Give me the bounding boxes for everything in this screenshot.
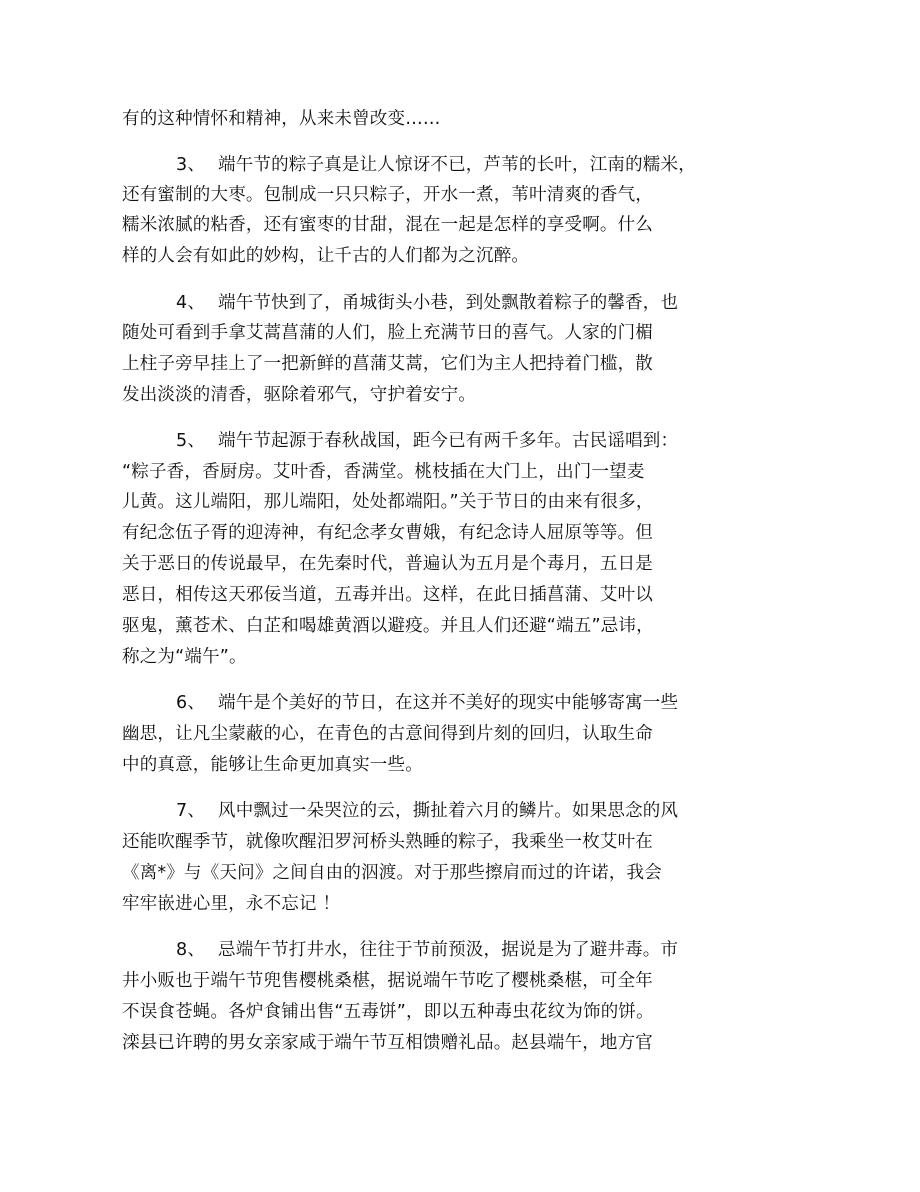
- paragraph-4-line-3: 上柱子旁早挂上了一把新鲜的菖蒲艾蒿，它们为主人把持着门槛，散: [122, 354, 653, 374]
- paragraph-7-line-1: [176, 800, 678, 822]
- paragraph-5-line-6: 恶日，相传这天邪佞当道，五毒并出。这样，在此日插菖蒲、艾叶以: [122, 585, 653, 605]
- intro-line: 有的这种情怀和精神，从来未曾改变……: [122, 109, 441, 129]
- paragraph-5-number: 5、: [176, 431, 206, 451]
- paragraph-4-line-1: [176, 292, 678, 314]
- paragraph-7-number: 7、: [176, 801, 206, 821]
- paragraph-6-line-1: [176, 692, 678, 714]
- paragraph-text: 端午节起源于春秋战国，距今已有两千多年。古民谣唱到：: [218, 431, 679, 451]
- paragraph-6-line-2: 幽思，让凡尘蒙蔽的心，在青色的古意间得到片刻的回归，认取生命: [122, 724, 653, 744]
- paragraph-text: 风中飘过一朵哭泣的云，撕扯着六月的鳞片。如果思念的风: [218, 801, 679, 821]
- paragraph-4-line-2: 随处可看到手拿艾蒿菖蒲的人们，脸上充满节日的喜气。人家的门楣: [122, 323, 653, 343]
- paragraph-text: 端午是个美好的节日，在这并不美好的现实中能够寄寓一些: [218, 693, 679, 713]
- paragraph-8-number: 8、: [176, 940, 206, 960]
- paragraph-7-line-3: 《离*》与《天问》之间自由的泅渡。对于那些擦肩而过的许诺，我会: [122, 863, 662, 883]
- paragraph-5-line-3: 儿黄。这儿端阳，那儿端阳，处处都端阳。”关于节日的由来有很多，: [122, 492, 654, 512]
- paragraph-5-line-8: 称之为“端午”。: [122, 647, 247, 667]
- paragraph-text: 端午节快到了，甬城街头小巷，到处飘散着粽子的馨香，也: [218, 293, 679, 313]
- paragraph-3-line-4: 样的人会有如此的妙构，让千古的人们都为之沉醉。: [122, 246, 530, 266]
- paragraph-4-line-4: 发出淡淡的清香，驱除着邪气，守护着安宁。: [122, 385, 476, 405]
- paragraph-5-line-1: [176, 430, 678, 452]
- paragraph-6-number: 6、: [176, 693, 206, 713]
- paragraph-text: 端午节的粽子真是让人惊讶不已，芦苇的长叶，江南的糯米，: [218, 155, 696, 175]
- paragraph-8-line-1: [176, 939, 678, 961]
- paragraph-3-line-3: 糯米浓腻的粘香，还有蜜枣的甘甜，混在一起是怎样的享受啊。什么: [122, 215, 653, 235]
- paragraph-3-number: 3、: [176, 155, 206, 175]
- paragraph-6-line-3: 中的真意，能够让生命更加真实一些。: [122, 755, 423, 775]
- paragraph-text: 忌端午节打井水，往往于节前预汲，据说是为了避井毒。市: [218, 940, 679, 960]
- paragraph-5-line-2: “粽子香，香厨房。艾叶香，香满堂。桃枝插在大门上，出门一望麦: [122, 462, 645, 482]
- paragraph-8-line-4: 滦县已许聘的男女亲家咸于端午节互相馈赠礼品。赵县端午，地方官: [122, 1033, 653, 1053]
- paragraph-3-line-2: 还有蜜制的大枣。包制成一只只粽子，开水一煮，苇叶清爽的香气，: [122, 185, 653, 205]
- paragraph-3-line-1: [176, 154, 696, 176]
- paragraph-7-line-2: 还能吹醒季节，就像吹醒汨罗河桥头熟睡的粽子，我乘坐一枚艾叶在: [122, 832, 653, 852]
- paragraph-8-line-2: 井小贩也于端午节兜售樱桃桑椹，据说端午节吃了樱桃桑椹，可全年: [122, 971, 653, 991]
- paragraph-8-line-3: 不误食苍蝇。各炉食铺出售“五毒饼”，即以五种毒虫花纹为饰的饼。: [122, 1002, 654, 1022]
- paragraph-4-number: 4、: [176, 293, 206, 313]
- paragraph-5-line-7: 驱鬼，薰苍术、白芷和喝雄黄酒以避疫。并且人们还避“端五”忌讳，: [122, 616, 654, 636]
- paragraph-7-line-4: 牢牢嵌进心里，永不忘记 ！: [122, 894, 341, 914]
- paragraph-5-line-5: 关于恶日的传说最早，在先秦时代，普遍认为五月是个毒月，五日是: [122, 554, 653, 574]
- paragraph-5-line-4: 有纪念伍子胥的迎涛神，有纪念孝女曹娥，有纪念诗人屈原等等。但: [122, 523, 653, 543]
